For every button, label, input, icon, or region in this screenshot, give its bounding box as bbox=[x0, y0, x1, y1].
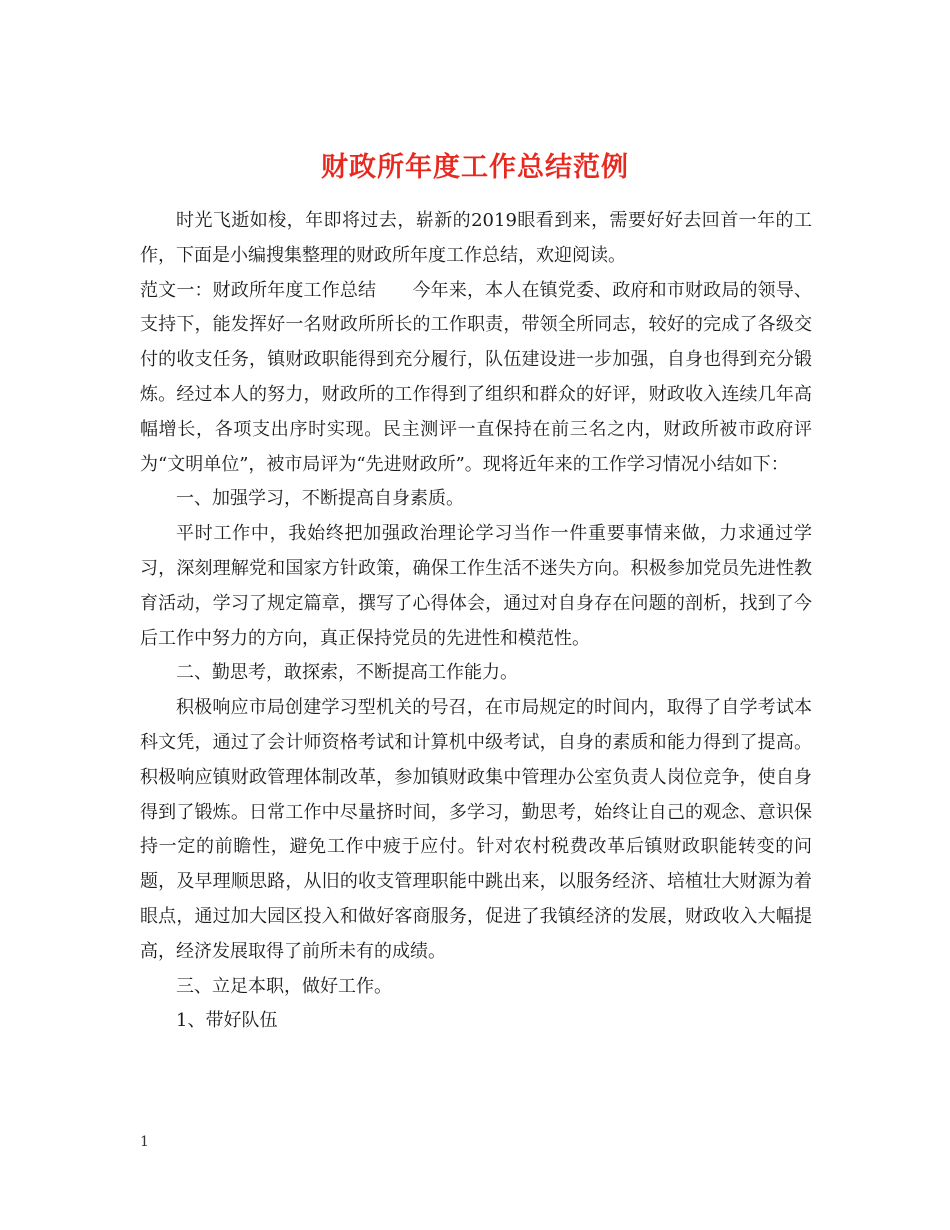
intro-paragraph: 时光飞逝如梭，年即将过去，崭新的2019眼看到来，需要好好去回首一年的工作，下面是小编搜集整理的财政所年度工作总结，欢迎阅读。 bbox=[140, 210, 812, 266]
document-body bbox=[140, 204, 812, 1039]
ability-paragraph: 积极响应市局创建学习型机关的号召，在市局规定的时间内，取得了自学考试本科文凭，通过了会计师资格考试和计算机中级考试，自身的素质和能力得到了提高。积极响应镇财政管理体制改革，参加镇财政集中管理办公室负责人岗位竞争，使自身得到了锻炼。日常工作中尽量挤时间，多学习，勤思考，始终让自己的观念、意识保持一定的前瞻性，避免工作中疲于应付。针对农村税费改革后镇财政职能转变的问题，及早理顺思路，从旧的收支管理职能中跳出来，以服务经济、培植壮大财源为着眼点，通过加大园区投入和做好客商服务，促进了我镇经济的发展，财政收入大幅提高，经济发展取得了前所未有的成绩。 bbox=[140, 697, 812, 962]
subsection-heading-team: 1、带好队伍 bbox=[176, 1010, 278, 1032]
section-heading-ability: 二、勤思考，敢探索，不断提高工作能力。 bbox=[176, 662, 518, 684]
sample-one-paragraph: 范文一：财政所年度工作总结 今年来，本人在镇党委、政府和市财政局的领导、支持下，能发挥好一名财政所所长的工作职责，带领全所同志，较好的完成了各级交付的收支任务，镇财政职能得到充分履行，队伍建设进一步加强，自身也得到充分锻炼。经过本人的努力，财政所的工作得到了组织和群众的好评，财政收入连续几年高幅增长，各项支出序时实现。民主测评一直保持在前三名之内，财政所被市政府评为“文明单位”，被市局评为“先进财政所”。现将近年来的工作学习情况小结如下： bbox=[140, 279, 812, 475]
study-paragraph: 平时工作中，我始终把加强政治理论学习当作一件重要事情来做，力求通过学习，深刻理解党和国家方针政策，确保工作生活不迷失方向。积极参加党员先进性教育活动，学习了规定篇章，撰写了心得体会，通过对自身存在问题的剖析，找到了今后工作中努力的方向，真正保持党员的先进性和模范性。 bbox=[140, 523, 812, 649]
page-number: 1 bbox=[140, 1134, 149, 1150]
section-heading-duty: 三、立足本职，做好工作。 bbox=[176, 975, 392, 997]
page-title: 财政所年度工作总结范例 bbox=[321, 152, 629, 184]
section-heading-study: 一、加强学习，不断提高自身素质。 bbox=[176, 488, 464, 510]
